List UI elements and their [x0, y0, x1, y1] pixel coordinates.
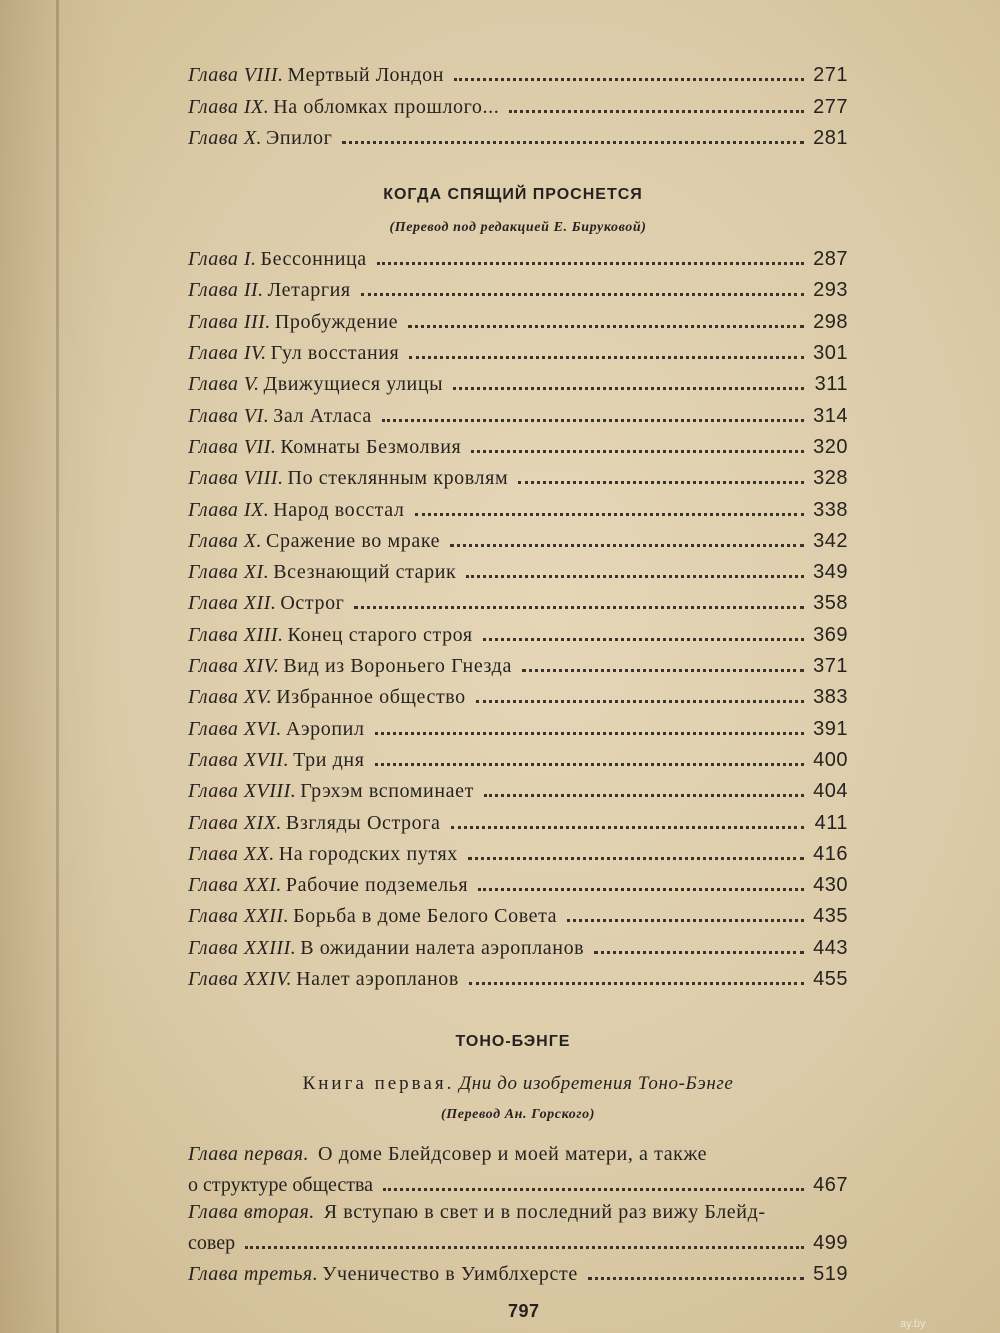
toc-entry — [188, 271, 848, 302]
toc-entry — [188, 678, 848, 709]
page-ref: 358 — [813, 592, 848, 615]
dot-leader — [518, 481, 804, 484]
chapter-title: Налет аэропланов — [296, 968, 459, 991]
toc-entry — [188, 866, 848, 897]
chapter-title: По стеклянным кровлям — [287, 467, 509, 490]
dot-leader — [375, 763, 804, 766]
chapter-number: Глава XIII. — [188, 623, 284, 646]
chapter-number: Глава третья. — [188, 1263, 319, 1286]
toc-entry — [188, 897, 848, 928]
section-title: ТОНО-БЭНГЕ — [455, 1033, 571, 1051]
chapter-title: Эпилог — [266, 126, 333, 149]
chapter-number: Глава I. — [188, 248, 257, 271]
page-ref: 519 — [813, 1263, 848, 1286]
page-ref: 301 — [813, 342, 848, 365]
chapter-title: Грэхэм вспоминает — [300, 780, 474, 803]
dot-leader — [375, 732, 804, 735]
toc-entry — [188, 1255, 848, 1286]
chapter-title: Рабочие подземелья — [285, 874, 469, 897]
dot-leader — [478, 888, 804, 891]
dot-leader — [450, 544, 804, 547]
toc-entry — [188, 490, 848, 521]
toc-entry — [188, 396, 848, 427]
dot-leader — [567, 919, 804, 922]
dot-leader — [361, 293, 804, 296]
page-ref: 430 — [813, 874, 848, 897]
chapter-title: Комнаты Безмолвия — [280, 435, 462, 458]
chapter-number: Глава XXIV. — [188, 968, 293, 991]
toc-entry — [188, 772, 848, 803]
dot-leader — [354, 606, 804, 609]
dot-leader — [484, 794, 804, 797]
chapter-title: Народ восстал — [273, 498, 405, 521]
page-ref: 311 — [814, 373, 848, 396]
chapter-number: Глава VII. — [188, 435, 277, 458]
toc-entry — [188, 334, 848, 365]
chapter-number: Глава X. — [188, 126, 263, 149]
chapter-number: Глава II. — [188, 279, 264, 302]
toc-entry — [188, 615, 848, 646]
toc-entry — [188, 709, 848, 740]
toc-entry — [188, 835, 848, 866]
dot-leader — [454, 78, 804, 81]
page-ref: 371 — [813, 655, 848, 678]
chapter-number: Глава VIII. — [188, 64, 284, 87]
book-gutter-shadow — [56, 0, 59, 1333]
toc-entry — [188, 647, 848, 678]
chapter-title-continued: совер — [188, 1232, 236, 1255]
chapter-title: Зал Атласа — [273, 404, 372, 427]
chapter-title: Избранное общество — [276, 686, 466, 709]
chapter-number: Глава IX. — [188, 498, 270, 521]
toc-entry — [188, 119, 848, 150]
page-ref: 277 — [813, 95, 848, 118]
page-ref: 349 — [813, 561, 848, 584]
chapter-title: Мертвый Лондон — [287, 64, 445, 87]
chapter-number: Глава X. — [188, 529, 263, 552]
toc-entry — [188, 302, 848, 333]
toc-entry — [188, 741, 848, 772]
page-ref: 404 — [813, 780, 848, 803]
page-ref: 411 — [814, 811, 848, 834]
chapter-title: Ученичество в Уимблхерсте — [322, 1263, 578, 1286]
page-ref: 338 — [813, 498, 848, 521]
page-ref: 287 — [813, 248, 848, 271]
chapter-title: Три дня — [293, 748, 365, 771]
chapter-title: Пробуждение — [274, 310, 399, 333]
section-entries — [188, 240, 848, 991]
chapter-number: Глава XXIII. — [188, 936, 297, 959]
dot-leader — [468, 857, 804, 860]
chapter-number: Глава IX. — [188, 95, 270, 118]
chapter-number: Глава XVI. — [188, 717, 282, 740]
dot-leader — [383, 1188, 804, 1191]
dot-leader — [522, 669, 804, 672]
chapter-title-continued: о структуре общества — [188, 1174, 374, 1197]
chapter-title: Острог — [280, 592, 345, 615]
chapter-title: Сражение во мраке — [266, 529, 441, 552]
chapter-number: Глава V. — [188, 373, 260, 396]
chapter-title: Борьба в доме Белого Совета — [293, 905, 558, 928]
page-ref: 467 — [813, 1174, 848, 1197]
dot-leader — [466, 575, 804, 578]
toc-entry — [188, 553, 848, 584]
chapter-title: Я вступаю в свет и в последний раз вижу Блейд- — [323, 1201, 766, 1224]
chapter-title: В ожидании налета аэропланов — [300, 936, 585, 959]
toc-entry — [188, 56, 848, 87]
toc-entry — [188, 1141, 848, 1197]
chapter-number: Глава XI. — [188, 561, 270, 584]
translator-note: (Перевод под редакцией Е. Бируковой) — [389, 219, 647, 235]
chapter-number: Глава вторая. — [188, 1201, 315, 1224]
chapter-title: Гул восстания — [270, 342, 400, 365]
toc-entry — [188, 522, 848, 553]
dot-leader — [469, 982, 804, 985]
page-ref: 342 — [813, 529, 848, 552]
watermark: ay.by — [900, 1318, 926, 1330]
chapter-number: Глава XII. — [188, 592, 277, 615]
book-title: Дни до изобретения Тоно-Бэнге — [459, 1073, 734, 1095]
dot-leader — [476, 700, 804, 703]
book-heading — [188, 1073, 848, 1095]
dot-leader — [451, 826, 804, 829]
dot-leader — [588, 1277, 804, 1280]
chapter-number: Глава VI. — [188, 404, 270, 427]
dot-leader — [377, 262, 804, 265]
chapter-number: Глава XIV. — [188, 655, 280, 678]
toc-entry — [188, 459, 848, 490]
chapter-title: Аэропил — [285, 717, 365, 740]
chapter-title: Вид из Вороньего Гнезда — [283, 655, 512, 678]
chapter-number: Глава XX. — [188, 842, 275, 865]
chapter-number: Глава IV. — [188, 342, 267, 365]
page-ref: 281 — [813, 126, 848, 149]
toc-entry — [188, 928, 848, 959]
chapter-number: Глава XVII. — [188, 748, 290, 771]
dot-leader — [509, 110, 804, 113]
chapter-number: Глава XXII. — [188, 905, 290, 928]
chapter-title: Летаргия — [267, 279, 351, 302]
page-number: 797 — [508, 1301, 540, 1321]
toc-entry — [188, 584, 848, 615]
page-ref: 416 — [813, 842, 848, 865]
translator-note: (Перевод Ан. Горского) — [441, 1107, 595, 1123]
dot-leader — [415, 513, 805, 516]
page-ref: 314 — [813, 404, 848, 427]
dot-leader — [483, 638, 804, 641]
toc-entry — [188, 1199, 848, 1255]
chapter-title: О доме Блейдсовер и моей матери, а также — [318, 1143, 708, 1166]
chapter-number: Глава XXI. — [188, 874, 282, 897]
chapter-title: Движущиеся улицы — [263, 373, 444, 396]
page-ref: 391 — [813, 717, 848, 740]
toc-entry — [188, 960, 848, 991]
chapter-number: Глава XIX. — [188, 811, 282, 834]
dot-leader — [594, 951, 804, 954]
chapter-title: Всезнающий старик — [273, 561, 457, 584]
page-ref: 455 — [813, 968, 848, 991]
page-ref: 499 — [813, 1232, 848, 1255]
toc-entry — [188, 240, 848, 271]
chapter-title: Бессонница — [260, 248, 367, 271]
chapter-title: Конец старого строя — [287, 623, 473, 646]
page-ref: 298 — [813, 310, 848, 333]
book-label: Книга первая. — [302, 1073, 455, 1095]
page-ref: 369 — [813, 623, 848, 646]
dot-leader — [453, 387, 804, 390]
page-ref: 328 — [813, 467, 848, 490]
chapter-title: Взгляды Острога — [285, 811, 441, 834]
dot-leader — [245, 1246, 804, 1249]
toc-entry — [188, 365, 848, 396]
toc-entry — [188, 428, 848, 459]
dot-leader — [471, 450, 804, 453]
page-ref: 293 — [813, 279, 848, 302]
page-ref: 400 — [813, 748, 848, 771]
chapter-number: Глава XV. — [188, 686, 273, 709]
chapter-title: На городских путях — [278, 842, 458, 865]
dot-leader — [409, 356, 804, 359]
table-of-contents — [188, 56, 848, 1286]
page-ref: 435 — [813, 905, 848, 928]
page-ref: 271 — [813, 64, 848, 87]
page-ref: 443 — [813, 936, 848, 959]
chapter-number: Глава первая. — [188, 1143, 310, 1166]
toc-entry — [188, 803, 848, 834]
chapter-title: На обломках прошлого... — [273, 95, 500, 118]
chapter-number: Глава VIII. — [188, 467, 284, 490]
chapter-number: Глава XVIII. — [188, 780, 297, 803]
section-title: КОГДА СПЯЩИЙ ПРОСНЕТСЯ — [383, 185, 643, 203]
dot-leader — [342, 141, 804, 144]
chapter-number: Глава III. — [188, 310, 271, 333]
dot-leader — [408, 325, 804, 328]
page-ref: 320 — [813, 435, 848, 458]
page-ref: 383 — [813, 686, 848, 709]
dot-leader — [382, 419, 804, 422]
toc-entry — [188, 87, 848, 118]
